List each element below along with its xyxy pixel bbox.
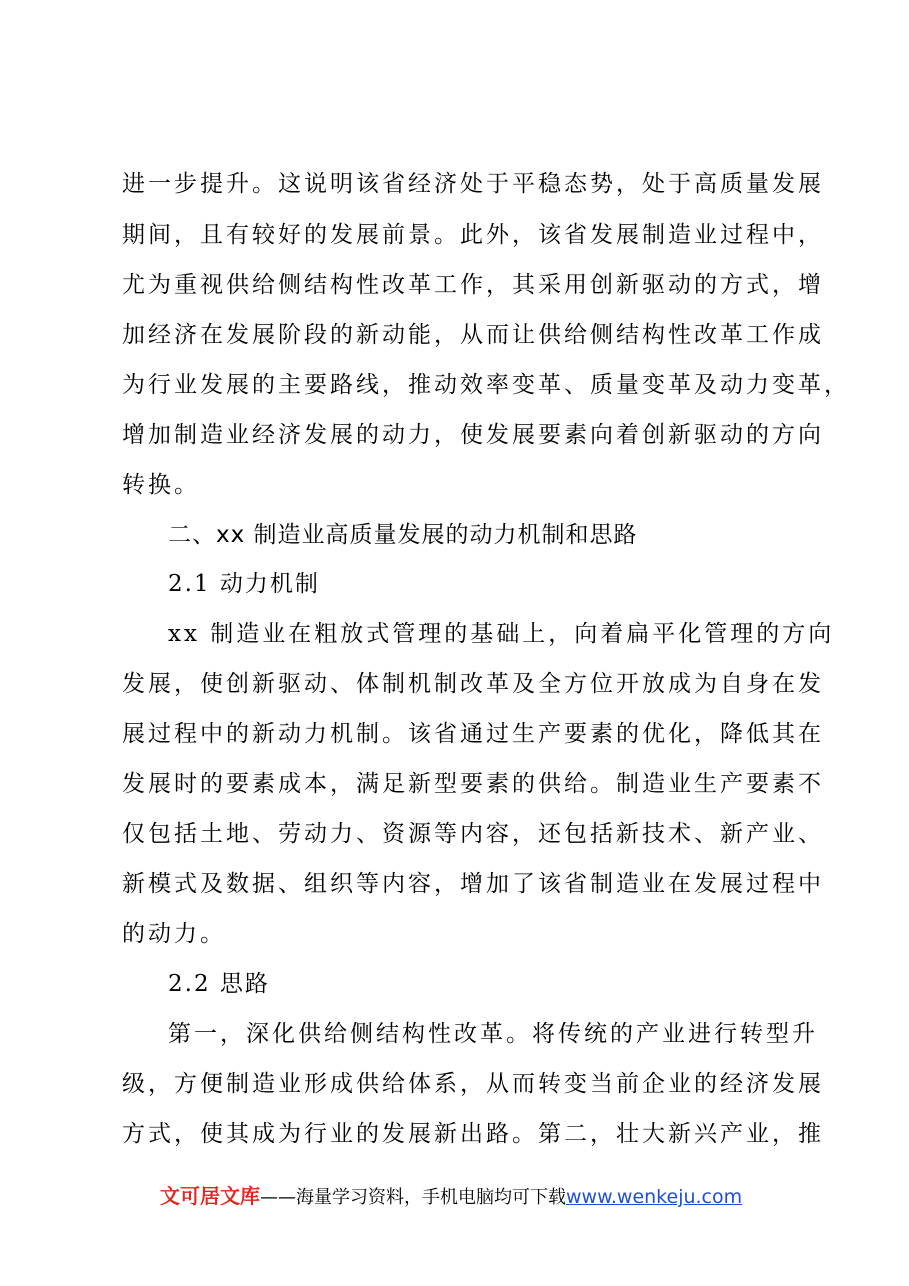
paragraph-line: 新模式及数据、组织等内容，增加了该省制造业在发展过程中 [122,871,824,897]
footer-tagline: ——海量学习资料，手机电脑均可下载 [260,1187,566,1208]
website-link[interactable]: www.wenkeju.com [566,1186,743,1208]
subsection-heading: 2.2 思路 [168,971,270,997]
paragraph-line: 尤为重视供给侧结构性改革工作，其采用创新驱动的方式，增 [122,272,824,298]
paragraph-line: 级，方便制造业形成供给体系，从而转变当前企业的经济发展 [122,1071,824,1097]
footer-banner [160,1183,742,1211]
paragraph-line: 进一步提升。这说明该省经济处于平稳态势，处于高质量发展 [122,171,824,197]
paragraph-line: 转换。 [122,472,200,498]
paragraph-line: 仅包括土地、劳动力、资源等内容，还包括新技术、新产业、 [122,821,824,847]
subsection-heading: 2.1 动力机制 [168,571,320,597]
paragraph-line: 发展，使创新驱动、体制机制改革及全方位开放成为自身在发 [122,671,824,697]
paragraph-line: xx 制造业在粗放式管理的基础上，向着扁平化管理的方向 [168,621,835,647]
section-heading: 二、xx 制造业高质量发展的动力机制和思路 [168,522,638,548]
paragraph-line: 方式，使其成为行业的发展新出路。第二，壮大新兴产业，推 [122,1121,824,1147]
paragraph-line: 增加制造业经济发展的动力，使发展要素向着创新驱动的方向 [122,422,824,448]
brand-name: 文可居文库 [160,1184,260,1208]
paragraph-line: 加经济在发展阶段的新动能，从而让供给侧结构性改革工作成 [122,322,824,348]
paragraph-line: 展过程中的新动力机制。该省通过生产要素的优化，降低其在 [122,721,824,747]
paragraph-line: 第一，深化供给侧结构性改革。将传统的产业进行转型升 [168,1021,818,1047]
paragraph-line: 为行业发展的主要路线，推动效率变革、质量变革及动力变革， [122,372,850,398]
paragraph-line: 的动力。 [122,921,226,947]
paragraph-line: 发展时的要素成本，满足新型要素的供给。制造业生产要素不 [122,771,824,797]
paragraph-line: 期间，且有较好的发展前景。此外，该省发展制造业过程中， [122,222,824,248]
